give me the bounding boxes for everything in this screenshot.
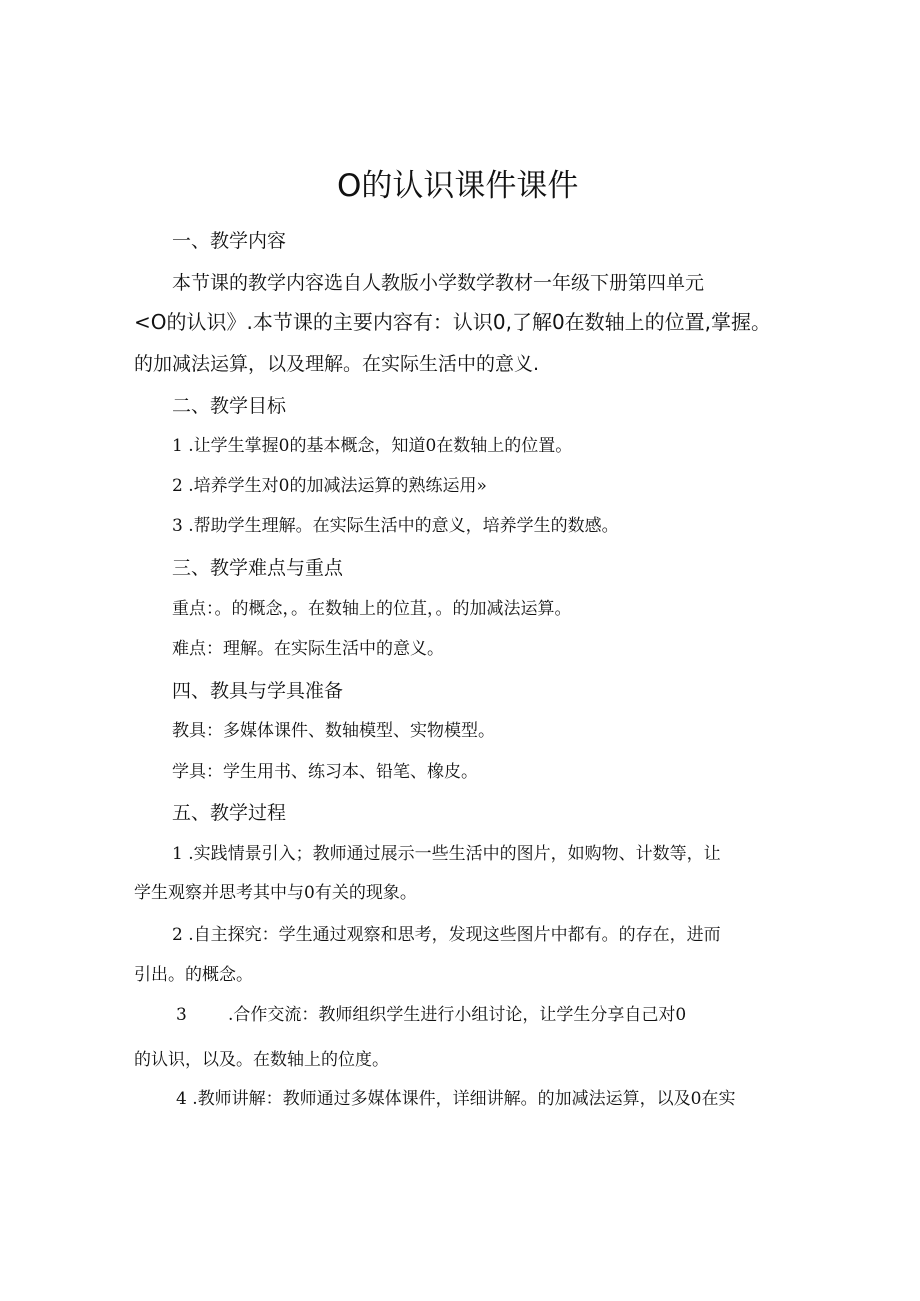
section-heading: 二、教学目标 — [172, 395, 287, 417]
section-heading: 四、教具与学具准备 — [172, 680, 344, 702]
paragraph-line: 2 .培养学生对0的加减法运算的熟练运用» — [172, 476, 487, 496]
section-heading: 三、教学难点与重点 — [172, 557, 344, 579]
page-title: O的认识课件课件 — [337, 168, 579, 204]
paragraph-line: 4 .教师讲解：教师通过多媒体课件，详细讲解。的加减法运算，以及0在实 — [176, 1089, 736, 1109]
paragraph-line: 1 .让学生掌握0的基本概念，知道0在数轴上的位置。 — [172, 436, 573, 456]
paragraph-line: 3 .帮助学生理解。在实际生活中的意义，培养学生的数感。 — [172, 516, 619, 536]
paragraph-line: 引出。的概念。 — [134, 965, 253, 985]
section-heading: 一、教学内容 — [172, 230, 287, 252]
paragraph-line: 2 .自主探究：学生通过观察和思考，发现这些图片中都有。的存在，进而 — [172, 925, 721, 945]
paragraph-line: 教具：多媒体课件、数轴模型、实物模型。 — [172, 721, 495, 741]
paragraph-line: .合作交流：教师组织学生进行小组讨论，让学生分享自己对0 — [228, 1005, 687, 1025]
paragraph-line: 1 .实践情景引入；教师通过展示一些生活中的图片，如购物、计数等，让 — [172, 844, 721, 864]
section-heading: 五、教学过程 — [172, 802, 287, 824]
paragraph-line: <O的认识》.本节课的主要内容有：认识0,了解0在数轴上的位置,掌握。 — [134, 310, 772, 334]
paragraph-line: 重点：。的概念，。在数轴上的位苴，。的加减法运算。 — [172, 599, 572, 619]
paragraph-line: 学生观察并思考其中与0有关的现象。 — [134, 883, 417, 903]
paragraph-line: 的加减法运算，以及理解。在实际生活中的意义. — [134, 353, 540, 375]
paragraph-line: 本节课的教学内容选自人教版小学数学教材一年级下册第四单元 — [172, 272, 705, 294]
paragraph-line: 的认识，以及。在数轴上的位度。 — [134, 1050, 389, 1070]
list-number: 3 — [176, 1005, 187, 1025]
paragraph-line: 难点：理解。在实际生活中的意义。 — [172, 639, 444, 659]
paragraph-line: 学具：学生用书、练习本、铅笔、橡皮。 — [172, 762, 478, 782]
